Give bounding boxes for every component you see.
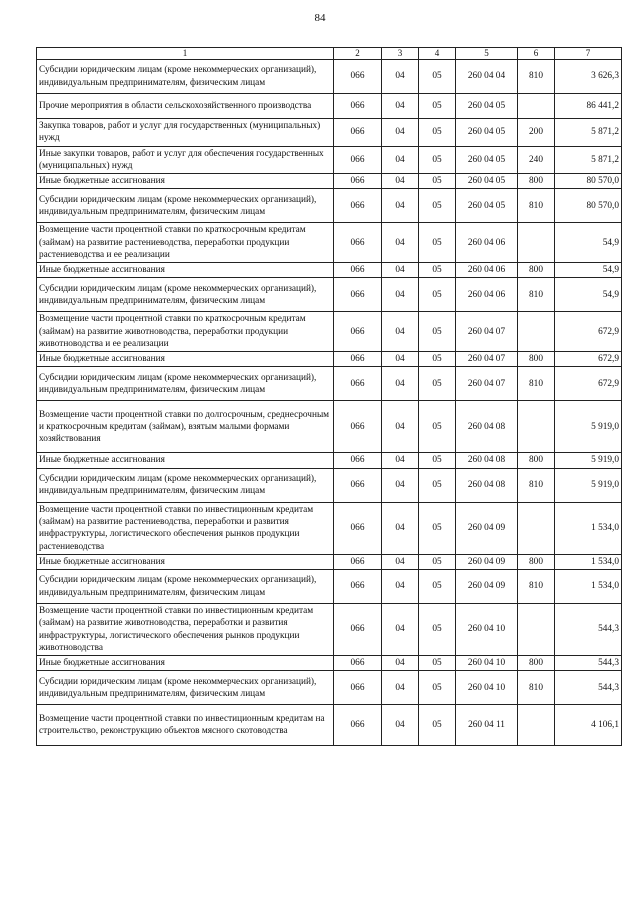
- cell-expense-type: [518, 223, 555, 263]
- row-name: Субсидии юридическим лицам (кроме некоммерческих организаций), индивидуальным предпринимателям, физическим лицам: [37, 189, 334, 223]
- cell-amount: 86 441,2: [555, 94, 622, 119]
- cell-subsection: 05: [419, 468, 456, 502]
- table-row: [37, 189, 622, 223]
- cell-section: 04: [382, 367, 419, 401]
- cell-target-article: 260 04 05: [456, 94, 518, 119]
- cell-target-article: 260 04 05: [456, 174, 518, 189]
- cell-target-article: 260 04 07: [456, 367, 518, 401]
- cell-target-article: 260 04 08: [456, 453, 518, 468]
- cell-target-article: 260 04 06: [456, 278, 518, 312]
- table-row: [37, 223, 622, 263]
- cell-target-article: 260 04 06: [456, 263, 518, 278]
- cell-expense-type: [518, 502, 555, 554]
- cell-section: 04: [382, 174, 419, 189]
- cell-amount: 5 919,0: [555, 453, 622, 468]
- cell-ministry-code: 066: [334, 223, 382, 263]
- table-row: [37, 656, 622, 671]
- row-name: Прочие мероприятия в области сельскохозяйственного производства: [37, 94, 334, 119]
- cell-ministry-code: 066: [334, 453, 382, 468]
- cell-section: 04: [382, 94, 419, 119]
- cell-target-article: 260 04 09: [456, 554, 518, 569]
- cell-ministry-code: 066: [334, 367, 382, 401]
- cell-section: 04: [382, 604, 419, 656]
- cell-target-article: 260 04 06: [456, 223, 518, 263]
- cell-target-article: 260 04 10: [456, 604, 518, 656]
- cell-section: 04: [382, 671, 419, 705]
- cell-ministry-code: 066: [334, 671, 382, 705]
- cell-amount: 672,9: [555, 312, 622, 352]
- cell-expense-type: [518, 94, 555, 119]
- table-row: [37, 705, 622, 746]
- cell-target-article: 260 04 05: [456, 146, 518, 174]
- table-row: [37, 468, 622, 502]
- cell-section: 04: [382, 468, 419, 502]
- row-name: Возмещение части процентной ставки по инвестиционным кредитам (займам) на развитие животноводства, переработки и развития инфраструктуры, логистического обеспечения рынков продукции животноводства: [37, 604, 334, 656]
- row-name: Иные закупки товаров, работ и услуг для обеспечения государственных (муниципальных) нужд: [37, 146, 334, 174]
- cell-ministry-code: 066: [334, 705, 382, 746]
- cell-target-article: 260 04 04: [456, 60, 518, 94]
- table-row: [37, 119, 622, 147]
- cell-ministry-code: 066: [334, 554, 382, 569]
- cell-amount: 5 871,2: [555, 146, 622, 174]
- cell-expense-type: 810: [518, 671, 555, 705]
- cell-subsection: 05: [419, 671, 456, 705]
- cell-ministry-code: 066: [334, 189, 382, 223]
- cell-target-article: 260 04 10: [456, 656, 518, 671]
- cell-expense-type: 800: [518, 174, 555, 189]
- cell-subsection: 05: [419, 554, 456, 569]
- table-row: [37, 278, 622, 312]
- cell-section: 04: [382, 554, 419, 569]
- cell-expense-type: 810: [518, 60, 555, 94]
- table-row: [37, 263, 622, 278]
- cell-target-article: 260 04 11: [456, 705, 518, 746]
- header-col-7: 7: [555, 48, 622, 60]
- cell-subsection: 05: [419, 502, 456, 554]
- cell-amount: 54,9: [555, 278, 622, 312]
- cell-ministry-code: 066: [334, 401, 382, 453]
- cell-amount: 544,3: [555, 656, 622, 671]
- table-row: [37, 60, 622, 94]
- cell-section: 04: [382, 570, 419, 604]
- row-name: Закупка товаров, работ и услуг для государственных (муниципальных) нужд: [37, 119, 334, 147]
- cell-target-article: 260 04 08: [456, 401, 518, 453]
- cell-amount: 1 534,0: [555, 502, 622, 554]
- cell-ministry-code: 066: [334, 60, 382, 94]
- cell-target-article: 260 04 10: [456, 671, 518, 705]
- header-row: [37, 48, 622, 60]
- header-col-2: 2: [334, 48, 382, 60]
- cell-expense-type: 200: [518, 119, 555, 147]
- cell-ministry-code: 066: [334, 278, 382, 312]
- cell-expense-type: 800: [518, 352, 555, 367]
- table-row: [37, 312, 622, 352]
- cell-ministry-code: 066: [334, 468, 382, 502]
- cell-amount: 5 871,2: [555, 119, 622, 147]
- cell-target-article: 260 04 05: [456, 119, 518, 147]
- cell-subsection: 05: [419, 119, 456, 147]
- page-number: 84: [314, 12, 326, 24]
- table-row: [37, 401, 622, 453]
- cell-expense-type: 800: [518, 263, 555, 278]
- cell-expense-type: 800: [518, 554, 555, 569]
- header-col-5: 5: [456, 48, 518, 60]
- cell-amount: 1 534,0: [555, 554, 622, 569]
- cell-section: 04: [382, 278, 419, 312]
- table-row: [37, 570, 622, 604]
- cell-amount: 54,9: [555, 263, 622, 278]
- cell-amount: 544,3: [555, 604, 622, 656]
- header-col-1: 1: [37, 48, 334, 60]
- cell-amount: 4 106,1: [555, 705, 622, 746]
- table-row: [37, 367, 622, 401]
- table-row: [37, 146, 622, 174]
- table-row: [37, 671, 622, 705]
- row-name: Возмещение части процентной ставки по долгосрочным, среднесрочным и краткосрочным кредитам (займам), взятым малыми формами хозяйствования: [37, 401, 334, 453]
- cell-ministry-code: 066: [334, 94, 382, 119]
- cell-subsection: 05: [419, 174, 456, 189]
- cell-section: 04: [382, 60, 419, 94]
- cell-section: 04: [382, 453, 419, 468]
- cell-section: 04: [382, 656, 419, 671]
- cell-expense-type: 810: [518, 468, 555, 502]
- cell-subsection: 05: [419, 189, 456, 223]
- table-row: [37, 554, 622, 569]
- cell-ministry-code: 066: [334, 352, 382, 367]
- cell-ministry-code: 066: [334, 570, 382, 604]
- cell-amount: 5 919,0: [555, 401, 622, 453]
- cell-amount: 672,9: [555, 352, 622, 367]
- cell-amount: 80 570,0: [555, 174, 622, 189]
- row-name: Возмещение части процентной ставки по краткосрочным кредитам (займам) на развитие растениеводства, переработки продукции растениеводства и ее реализации: [37, 223, 334, 263]
- cell-section: 04: [382, 401, 419, 453]
- cell-section: 04: [382, 263, 419, 278]
- cell-section: 04: [382, 146, 419, 174]
- row-name: Возмещение части процентной ставки по инвестиционным кредитам на строительство, реконструкцию объектов мясного скотоводства: [37, 705, 334, 746]
- row-name: Субсидии юридическим лицам (кроме некоммерческих организаций), индивидуальным предпринимателям, физическим лицам: [37, 468, 334, 502]
- cell-amount: 80 570,0: [555, 189, 622, 223]
- cell-expense-type: 810: [518, 367, 555, 401]
- cell-subsection: 05: [419, 352, 456, 367]
- cell-subsection: 05: [419, 570, 456, 604]
- cell-ministry-code: 066: [334, 146, 382, 174]
- cell-expense-type: [518, 312, 555, 352]
- cell-section: 04: [382, 502, 419, 554]
- cell-target-article: 260 04 05: [456, 189, 518, 223]
- cell-subsection: 05: [419, 453, 456, 468]
- cell-subsection: 05: [419, 263, 456, 278]
- row-name: Субсидии юридическим лицам (кроме некоммерческих организаций), индивидуальным предпринимателям, физическим лицам: [37, 367, 334, 401]
- cell-ministry-code: 066: [334, 604, 382, 656]
- cell-subsection: 05: [419, 367, 456, 401]
- cell-subsection: 05: [419, 94, 456, 119]
- header-col-6: 6: [518, 48, 555, 60]
- cell-subsection: 05: [419, 705, 456, 746]
- cell-expense-type: 810: [518, 570, 555, 604]
- cell-subsection: 05: [419, 604, 456, 656]
- cell-amount: 672,9: [555, 367, 622, 401]
- table-row: [37, 94, 622, 119]
- row-name: Возмещение части процентной ставки по краткосрочным кредитам (займам) на развитие животноводства, переработки продукции животноводства и ее реализации: [37, 312, 334, 352]
- cell-section: 04: [382, 189, 419, 223]
- row-name: Иные бюджетные ассигнования: [37, 174, 334, 189]
- row-name: Иные бюджетные ассигнования: [37, 352, 334, 367]
- cell-ministry-code: 066: [334, 119, 382, 147]
- cell-amount: 54,9: [555, 223, 622, 263]
- table-row: [37, 453, 622, 468]
- cell-ministry-code: 066: [334, 174, 382, 189]
- cell-subsection: 05: [419, 656, 456, 671]
- cell-section: 04: [382, 705, 419, 746]
- cell-amount: 3 626,3: [555, 60, 622, 94]
- cell-amount: 5 919,0: [555, 468, 622, 502]
- cell-subsection: 05: [419, 401, 456, 453]
- cell-expense-type: 810: [518, 189, 555, 223]
- cell-expense-type: [518, 705, 555, 746]
- row-name: Иные бюджетные ассигнования: [37, 554, 334, 569]
- table-row: [37, 604, 622, 656]
- cell-expense-type: [518, 401, 555, 453]
- cell-section: 04: [382, 312, 419, 352]
- cell-target-article: 260 04 09: [456, 502, 518, 554]
- cell-ministry-code: 066: [334, 502, 382, 554]
- budget-table: [36, 47, 622, 746]
- cell-target-article: 260 04 07: [456, 352, 518, 367]
- cell-expense-type: 800: [518, 453, 555, 468]
- cell-ministry-code: 066: [334, 263, 382, 278]
- header-col-4: 4: [419, 48, 456, 60]
- row-name: Субсидии юридическим лицам (кроме некоммерческих организаций), индивидуальным предпринимателям, физическим лицам: [37, 671, 334, 705]
- table-row: [37, 174, 622, 189]
- table-row: [37, 502, 622, 554]
- cell-expense-type: [518, 604, 555, 656]
- cell-subsection: 05: [419, 146, 456, 174]
- cell-target-article: 260 04 08: [456, 468, 518, 502]
- table-header: [37, 48, 622, 60]
- cell-section: 04: [382, 223, 419, 263]
- table-body: [37, 60, 622, 746]
- cell-expense-type: 800: [518, 656, 555, 671]
- cell-subsection: 05: [419, 278, 456, 312]
- cell-ministry-code: 066: [334, 312, 382, 352]
- cell-section: 04: [382, 119, 419, 147]
- row-name: Иные бюджетные ассигнования: [37, 263, 334, 278]
- cell-ministry-code: 066: [334, 656, 382, 671]
- cell-subsection: 05: [419, 223, 456, 263]
- row-name: Иные бюджетные ассигнования: [37, 656, 334, 671]
- header-col-3: 3: [382, 48, 419, 60]
- row-name: Возмещение части процентной ставки по инвестиционным кредитам (займам) на развитие растениеводства, переработки и развития инфраструктуры, логистического обеспечения рынков продукции растениеводства: [37, 502, 334, 554]
- cell-amount: 1 534,0: [555, 570, 622, 604]
- row-name: Иные бюджетные ассигнования: [37, 453, 334, 468]
- row-name: Субсидии юридическим лицам (кроме некоммерческих организаций), индивидуальным предпринимателям, физическим лицам: [37, 570, 334, 604]
- table-row: [37, 352, 622, 367]
- cell-expense-type: 240: [518, 146, 555, 174]
- cell-target-article: 260 04 07: [456, 312, 518, 352]
- cell-subsection: 05: [419, 60, 456, 94]
- cell-section: 04: [382, 352, 419, 367]
- cell-subsection: 05: [419, 312, 456, 352]
- row-name: Субсидии юридическим лицам (кроме некоммерческих организаций), индивидуальным предпринимателям, физическим лицам: [37, 60, 334, 94]
- cell-target-article: 260 04 09: [456, 570, 518, 604]
- cell-expense-type: 810: [518, 278, 555, 312]
- row-name: Субсидии юридическим лицам (кроме некоммерческих организаций), индивидуальным предпринимателям, физическим лицам: [37, 278, 334, 312]
- cell-amount: 544,3: [555, 671, 622, 705]
